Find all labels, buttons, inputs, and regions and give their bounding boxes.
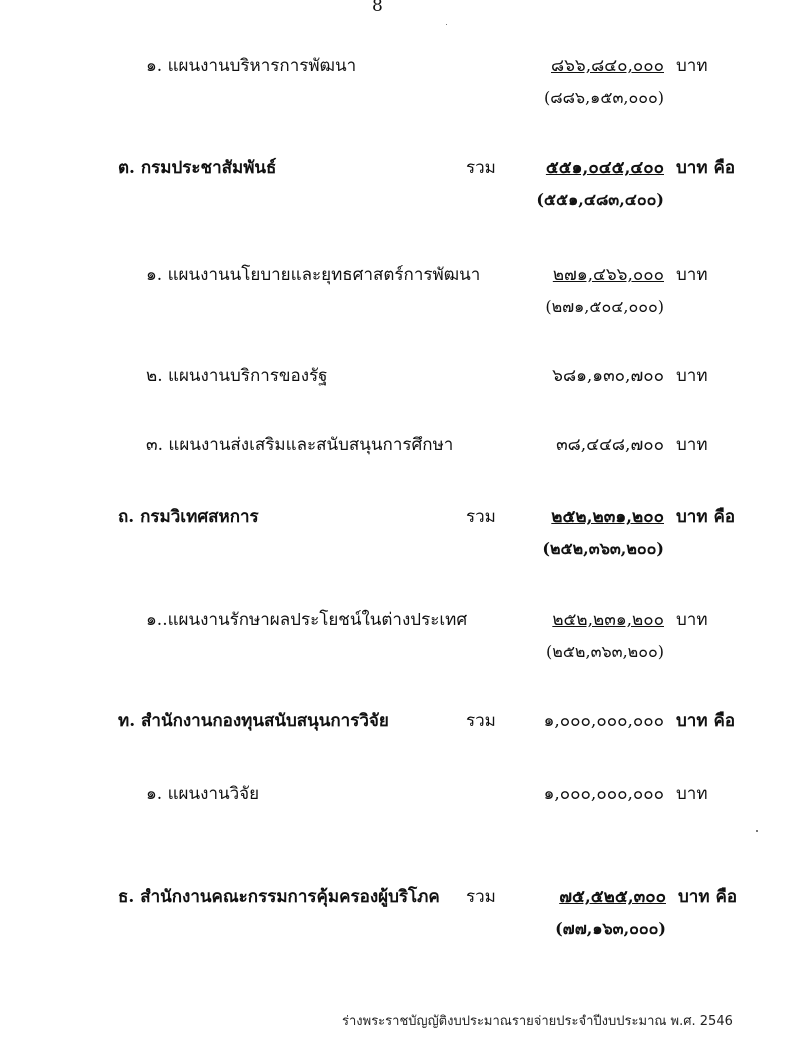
previous-amount: (๘๘๖,๑๕๓,๐๐๐) (544, 88, 664, 107)
budget-row (0, 362, 800, 396)
program-label: ๑. แผนงานวิจัย (146, 784, 260, 804)
unit: บาท คือ (676, 711, 736, 731)
unit: บาท คือ (676, 507, 736, 527)
amount: ๘๖๖,๘๔๐,๐๐๐ (551, 56, 664, 76)
amount: ๗๕,๕๒๕,๓๐๐ (559, 887, 666, 907)
page-number: 8 (372, 0, 383, 16)
unit: บาท (676, 265, 708, 285)
budget-row (0, 52, 800, 107)
budget-row (0, 707, 800, 741)
amount: ๓๘,๔๔๘,๗๐๐ (556, 435, 664, 455)
scan-speck (756, 830, 758, 832)
footer: ร่างพระราชบัญญัติงบประมาณรายจ่ายประจำปีงบประมาณ พ.ศ. 2546 (342, 1014, 733, 1029)
program-label: ๓. แผนงานส่งเสริมและสนับสนุนการศึกษา (146, 435, 454, 455)
amount: ๖๘๑,๑๓๐,๗๐๐ (552, 366, 664, 386)
agency-label: ถ. กรมวิเทศสหการ (118, 507, 259, 527)
amount: ๒๗๑,๔๖๖,๐๐๐ (552, 265, 664, 285)
unit: บาท คือ (676, 158, 736, 178)
amount: ๒๕๒,๒๓๑,๒๐๐ (552, 610, 664, 630)
scan-speck (446, 24, 447, 25)
previous-amount: (๒๗๑,๕๐๔,๐๐๐) (545, 297, 664, 316)
previous-amount: (๒๕๒,๓๖๓,๒๐๐) (546, 642, 664, 661)
agency-label: ท. สำนักงานกองทุนสนับสนุนการวิจัย (118, 711, 389, 731)
program-label: ๑..แผนงานรักษาผลประโยชน์ในต่างประเทศ (146, 610, 468, 630)
amount: ๒๕๒,๒๓๑,๒๐๐ (551, 507, 664, 527)
agency-label: ธ. สำนักงานคณะกรรมการคุ้มครองผู้บริโภค (118, 887, 440, 907)
budget-row (0, 261, 800, 316)
budget-row (0, 431, 800, 465)
previous-amount: (๗๗,๑๖๓,๐๐๐) (555, 919, 666, 938)
unit: บาท (676, 610, 708, 630)
budget-row (0, 154, 800, 209)
budget-row (0, 503, 800, 558)
amount: ๕๕๑,๐๔๕,๔๐๐ (545, 158, 664, 178)
total-label: รวม (466, 507, 496, 527)
unit: บาท (676, 435, 708, 455)
previous-amount: (๒๕๒,๓๖๓,๒๐๐) (542, 539, 664, 558)
budget-row (0, 883, 800, 938)
total-label: รวม (466, 711, 496, 731)
unit: บาท (676, 56, 708, 76)
program-label: ๒. แผนงานบริการของรัฐ (146, 366, 328, 386)
amount: ๑,๐๐๐,๐๐๐,๐๐๐ (543, 711, 664, 731)
unit: บาท (676, 784, 708, 804)
total-label: รวม (466, 887, 496, 907)
program-label: ๑. แผนงานนโยบายและยุทธศาสตร์การพัฒนา (146, 265, 481, 285)
unit: บาท คือ (678, 887, 738, 907)
budget-row (0, 780, 800, 814)
program-label: ๑. แผนงานบริหารการพัฒนา (146, 56, 357, 76)
budget-row (0, 606, 800, 661)
agency-label: ต. กรมประชาสัมพันธ์ (118, 158, 277, 178)
total-label: รวม (466, 158, 496, 178)
amount: ๑,๐๐๐,๐๐๐,๐๐๐ (543, 784, 664, 804)
previous-amount: (๕๕๑,๔๘๓,๔๐๐) (536, 190, 664, 209)
unit: บาท (676, 366, 708, 386)
